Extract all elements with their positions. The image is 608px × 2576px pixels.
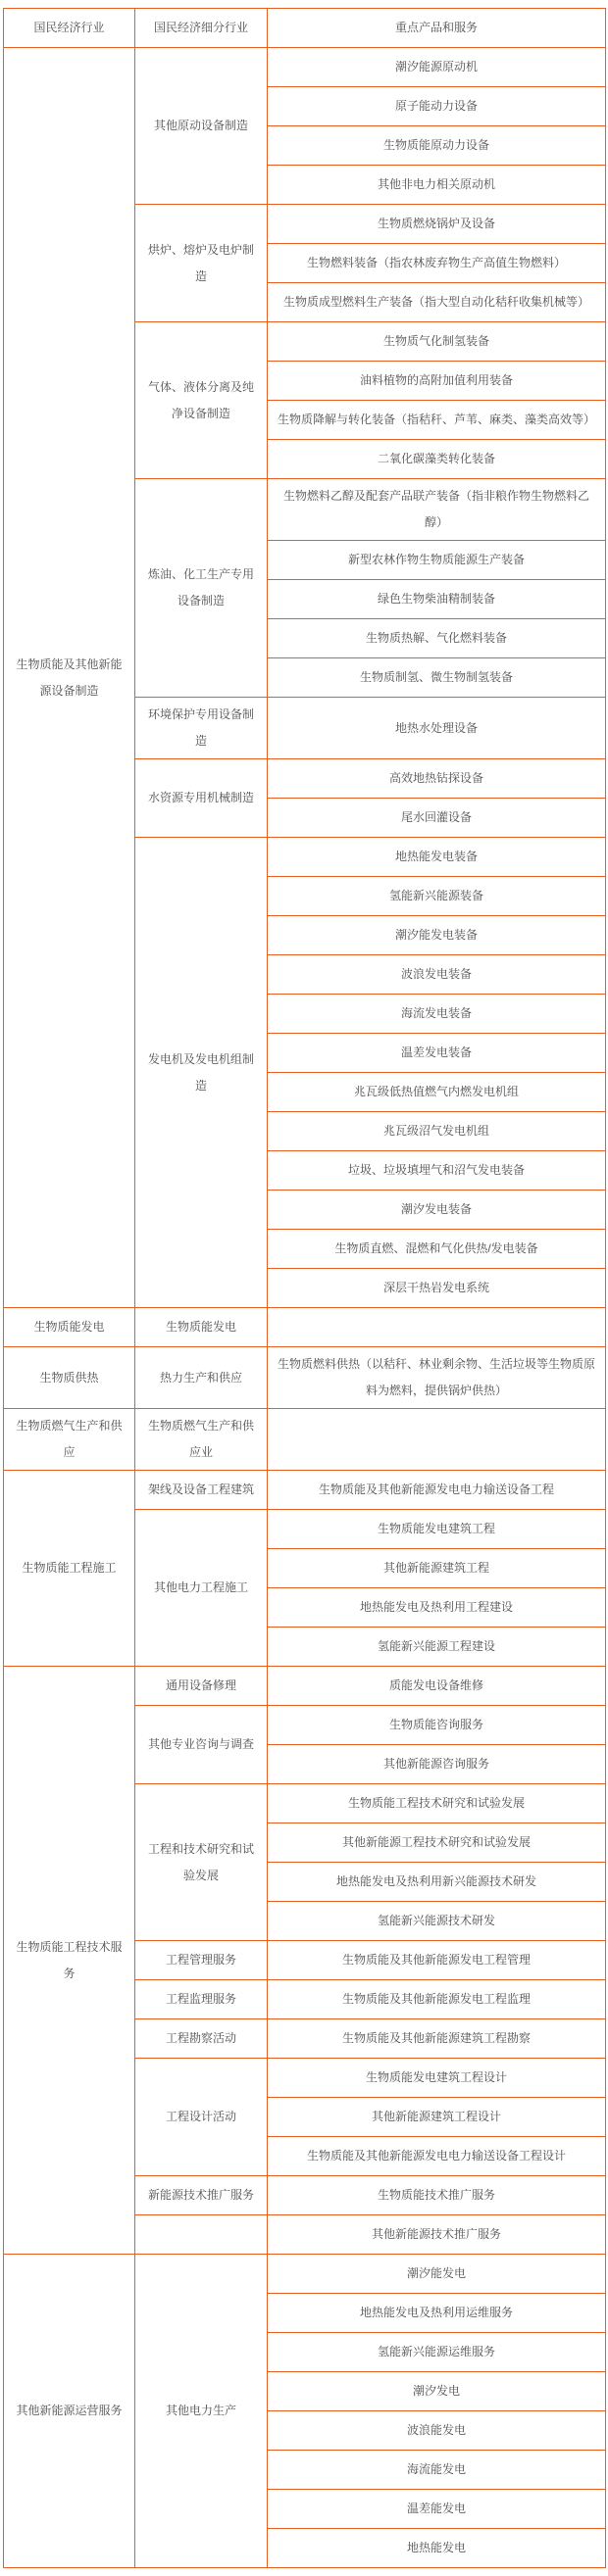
industry-cell: 生物质能发电 — [4, 1308, 135, 1347]
product-cell: 其他非电力相关原动机 — [268, 166, 606, 205]
sub-industry-cell: 通用设备修理 — [135, 1667, 268, 1706]
product-cell: 温差发电装备 — [268, 1034, 606, 1073]
product-cell: 生物质能及其他新能源发电工程管理 — [268, 1941, 606, 1980]
sub-industry-cell: 炼油、化工生产专用设备制造 — [135, 479, 268, 698]
product-cell: 波浪发电装备 — [268, 955, 606, 995]
industry-cell: 生物质能工程施工 — [4, 1471, 135, 1667]
product-cell: 生物质能工程技术研究和试验发展 — [268, 1784, 606, 1823]
product-cell: 其他新能源建筑工程设计 — [268, 2098, 606, 2137]
product-cell: 二氧化碳藻类转化装备 — [268, 440, 606, 479]
classification-table — [3, 8, 606, 2568]
sub-industry-cell — [135, 2215, 268, 2255]
product-cell: 生物质直燃、混燃和气化供热/发电装备 — [268, 1230, 606, 1269]
industry-cell: 生物质供热 — [4, 1347, 135, 1409]
table-row — [4, 1471, 606, 1510]
product-cell: 原子能动力设备 — [268, 87, 606, 126]
header-products: 重点产品和服务 — [268, 9, 606, 48]
table-row — [4, 48, 606, 87]
sub-industry-cell: 架线及设备工程建筑 — [135, 1471, 268, 1510]
product-cell: 地热能发电及热利用运维服务 — [268, 2294, 606, 2333]
product-cell: 生物质能及其他新能源建筑工程勘察 — [268, 2019, 606, 2059]
product-cell: 其他新能源工程技术研究和试验发展 — [268, 1823, 606, 1863]
industry-cell: 生物质能工程技术服务 — [4, 1667, 135, 2255]
sub-industry-cell: 气体、液体分离及纯净设备制造 — [135, 322, 268, 479]
product-cell: 海流发电装备 — [268, 995, 606, 1034]
table-header — [4, 9, 606, 48]
table-row — [4, 1409, 606, 1471]
product-cell — [268, 1409, 606, 1471]
product-cell: 潮汐能发电 — [268, 2255, 606, 2294]
product-cell: 地热能发电及热利用工程建设 — [268, 1588, 606, 1628]
header-sub-industry: 国民经济细分行业 — [135, 9, 268, 48]
product-cell: 潮汐能源原动机 — [268, 48, 606, 87]
product-cell: 潮汐发电装备 — [268, 1191, 606, 1230]
product-cell: 生物质成型燃料生产装备（指大型自动化秸秆收集机械等） — [268, 283, 606, 322]
product-cell: 绿色生物柴油精制装备 — [268, 580, 606, 619]
product-cell: 生物质能原动力设备 — [268, 126, 606, 166]
product-cell: 地热能发电 — [268, 2529, 606, 2568]
product-cell: 地热能发电装备 — [268, 838, 606, 877]
product-cell: 波浪能发电 — [268, 2411, 606, 2451]
product-cell: 生物质热解、气化燃料装备 — [268, 619, 606, 658]
table-row — [4, 1347, 606, 1409]
industry-cell: 生物质能及其他新能源设备制造 — [4, 48, 135, 1308]
product-cell — [268, 1308, 606, 1347]
product-cell: 地热能发电及热利用新兴能源技术研发 — [268, 1863, 606, 1902]
sub-industry-cell: 生物质能发电 — [135, 1308, 268, 1347]
sub-industry-cell: 工程监理服务 — [135, 1980, 268, 2019]
product-cell: 垃圾、垃圾填埋气和沼气发电装备 — [268, 1151, 606, 1191]
product-cell: 氢能新兴能源技术研发 — [268, 1902, 606, 1941]
product-cell: 氢能新兴能源装备 — [268, 877, 606, 916]
product-cell: 生物质能及其他新能源发电电力输送设备工程 — [268, 1471, 606, 1510]
product-cell: 生物质燃料供热（以秸秆、林业剩余物、生活垃圾等生物质原料为燃料，提供锅炉供热） — [268, 1347, 606, 1409]
product-cell: 潮汐发电 — [268, 2372, 606, 2411]
product-cell: 生物燃料乙醇及配套产品联产装备（指非粮作物生物燃料乙醇） — [268, 479, 606, 541]
product-cell: 生物质气化制氢装备 — [268, 322, 606, 362]
product-cell: 生物质燃烧锅炉及设备 — [268, 205, 606, 244]
product-cell: 高效地热钻探设备 — [268, 759, 606, 799]
industry-cell: 其他新能源运营服务 — [4, 2255, 135, 2568]
product-cell: 尾水回灌设备 — [268, 799, 606, 838]
sub-industry-cell: 生物质燃气生产和供应业 — [135, 1409, 268, 1471]
product-cell: 生物质制氢、微生物制氢装备 — [268, 658, 606, 698]
table-body — [4, 48, 606, 2568]
product-cell: 兆瓦级低热值燃气内燃发电机组 — [268, 1073, 606, 1112]
sub-industry-cell: 水资源专用机械制造 — [135, 759, 268, 838]
header-row — [4, 9, 606, 48]
product-cell: 油料植物的高附加值利用装备 — [268, 362, 606, 401]
sub-industry-cell: 发电机及发电机组制造 — [135, 838, 268, 1308]
product-cell: 其他新能源技术推广服务 — [268, 2215, 606, 2255]
product-cell: 深层干热岩发电系统 — [268, 1269, 606, 1308]
sub-industry-cell: 环境保护专用设备制造 — [135, 698, 268, 759]
sub-industry-cell: 其他专业咨询与调查 — [135, 1706, 268, 1784]
product-cell: 兆瓦级沼气发电机组 — [268, 1112, 606, 1151]
product-cell: 地热水处理设备 — [268, 698, 606, 759]
sub-industry-cell: 工程勘察活动 — [135, 2019, 268, 2059]
sub-industry-cell: 工程管理服务 — [135, 1941, 268, 1980]
sub-industry-cell: 烘炉、熔炉及电炉制造 — [135, 205, 268, 322]
sub-industry-cell: 热力生产和供应 — [135, 1347, 268, 1409]
sub-industry-cell: 其他电力工程施工 — [135, 1510, 268, 1667]
product-cell: 氢能新兴能源工程建设 — [268, 1628, 606, 1667]
product-cell: 生物质能咨询服务 — [268, 1706, 606, 1745]
product-cell: 其他新能源建筑工程 — [268, 1549, 606, 1588]
table-row — [4, 2255, 606, 2294]
product-cell: 温差能发电 — [268, 2490, 606, 2529]
table-row — [4, 1308, 606, 1347]
product-cell: 生物质降解与转化装备（指秸秆、芦苇、麻类、藻类高效等） — [268, 401, 606, 440]
product-cell: 生物质能技术推广服务 — [268, 2176, 606, 2215]
product-cell: 新型农林作物生物质能源生产装备 — [268, 541, 606, 580]
header-industry: 国民经济行业 — [4, 9, 135, 48]
product-cell: 氢能新兴能源运维服务 — [268, 2333, 606, 2372]
sub-industry-cell: 其他原动设备制造 — [135, 48, 268, 205]
sub-industry-cell: 工程和技术研究和试验发展 — [135, 1784, 268, 1941]
product-cell: 生物燃料装备（指农林废弃物生产高值生物燃料） — [268, 244, 606, 283]
industry-cell: 生物质燃气生产和供应 — [4, 1409, 135, 1471]
sub-industry-cell: 其他电力生产 — [135, 2255, 268, 2568]
product-cell: 海流能发电 — [268, 2451, 606, 2490]
product-cell: 质能发电设备维修 — [268, 1667, 606, 1706]
product-cell: 生物质能及其他新能源发电工程监理 — [268, 1980, 606, 2019]
sub-industry-cell: 工程设计活动 — [135, 2059, 268, 2176]
product-cell: 其他新能源咨询服务 — [268, 1745, 606, 1784]
table-row — [4, 1667, 606, 1706]
product-cell: 生物质能发电建筑工程 — [268, 1510, 606, 1549]
product-cell: 生物质能及其他新能源发电电力输送设备工程设计 — [268, 2137, 606, 2176]
product-cell: 潮汐能发电装备 — [268, 916, 606, 955]
product-cell: 生物质能发电建筑工程设计 — [268, 2059, 606, 2098]
sub-industry-cell: 新能源技术推广服务 — [135, 2176, 268, 2215]
